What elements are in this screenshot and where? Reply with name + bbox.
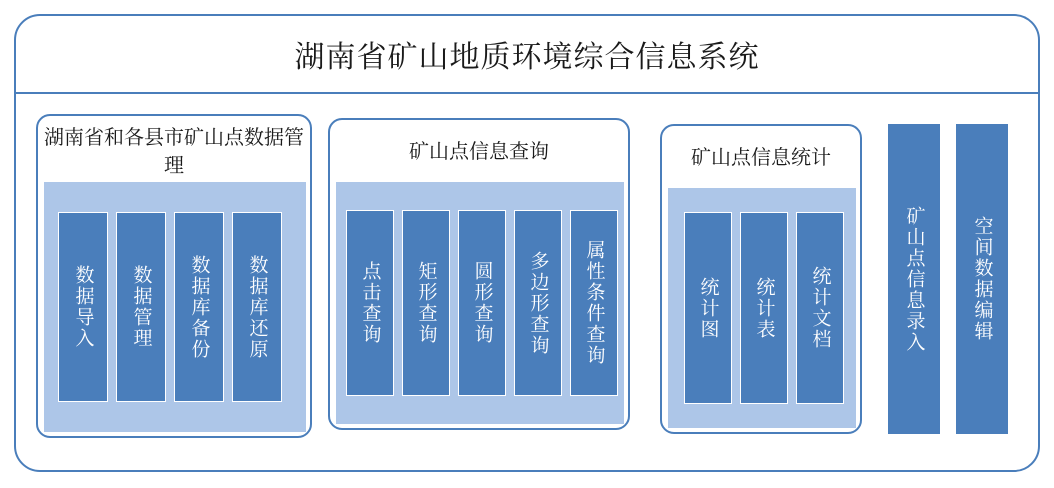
module-data-management[interactable] (36, 114, 312, 438)
module-info-query[interactable] (328, 118, 630, 430)
module-info-statistics-title: 矿山点信息统计 (691, 147, 831, 169)
module-info-query-title: 矿山点信息查询 (409, 141, 549, 163)
item-db-backup[interactable]: 数据库备份 (174, 212, 224, 402)
module-spatial-data-edit[interactable]: 空间数据编辑 (956, 124, 1008, 434)
module-info-statistics[interactable] (660, 124, 862, 434)
module-point-data-entry[interactable]: 矿山点信息录入 (888, 124, 940, 434)
item-db-restore[interactable]: 数据库还原 (232, 212, 282, 402)
title-divider (16, 92, 1038, 94)
item-attribute-query[interactable]: 属性条件查询 (570, 210, 618, 396)
item-statistic-table[interactable]: 统计表 (740, 212, 788, 404)
item-circle-query[interactable]: 圆形查询 (458, 210, 506, 396)
module-data-management-title: 湖南省和各县市矿山点数据管理 (44, 127, 304, 177)
item-data-import[interactable]: 数据导入 (58, 212, 108, 402)
item-polygon-query[interactable]: 多边形查询 (514, 210, 562, 396)
item-statistic-chart[interactable]: 统计图 (684, 212, 732, 404)
module-data-management-panel (44, 182, 306, 432)
module-info-query-panel (336, 182, 624, 424)
item-rectangle-query[interactable]: 矩形查询 (402, 210, 450, 396)
item-click-query[interactable]: 点击查询 (346, 210, 394, 396)
page-title: 湖南省矿山地质环境综合信息系统 (294, 41, 760, 74)
item-data-manage[interactable]: 数据管理 (116, 212, 166, 402)
item-statistic-document[interactable]: 统计文档 (796, 212, 844, 404)
module-info-statistics-panel (668, 188, 856, 428)
